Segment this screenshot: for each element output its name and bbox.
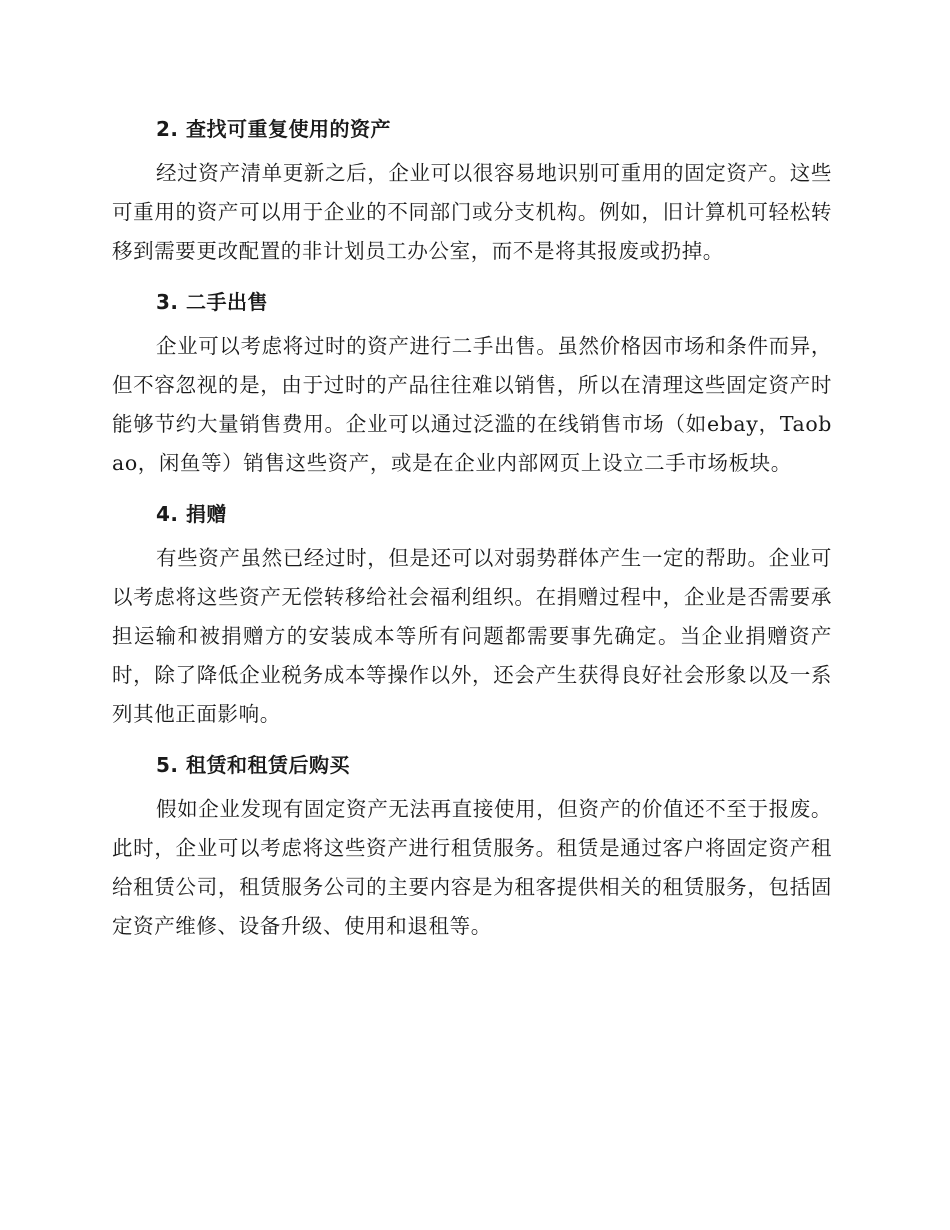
section-heading: 3. 二手出售: [156, 290, 268, 314]
section-paragraph: 经过资产清单更新之后，企业可以很容易地识别可重用的固定资产。这些可重用的资产可以用于企业的不同部门或分支机构。例如，旧计算机可轻松转移到需要更改配置的非计划员工办公室，而不是将其报废或扔掉。: [112, 161, 832, 263]
section-second-hand-sale: [112, 273, 832, 483]
section-paragraph: 有些资产虽然已经过时，但是还可以对弱势群体产生一定的帮助。企业可以考虑将这些资产无偿转移给社会福利组织。在捐赠过程中，企业是否需要承担运输和被捐赠方的安装成本等所有问题都需要事先确定。当企业捐赠资产时，除了降低企业税务成本等操作以外，还会产生获得良好社会形象以及一系列其他正面影响。: [112, 546, 832, 726]
section-heading: 2. 查找可重复使用的资产: [156, 117, 391, 141]
document-page: [112, 100, 832, 948]
section-leasing: [112, 736, 832, 946]
section-heading: 5. 租赁和租赁后购买: [156, 753, 350, 777]
section-donation: [112, 485, 832, 734]
section-paragraph: 假如企业发现有固定资产无法再直接使用，但资产的价值还不至于报废。此时，企业可以考虑将这些资产进行租赁服务。租赁是通过客户将固定资产租给租赁公司，租赁服务公司的主要内容是为租客提供相关的租赁服务，包括固定资产维修、设备升级、使用和退租等。: [112, 797, 832, 938]
section-heading: 4. 捐赠: [156, 502, 227, 526]
section-paragraph: 企业可以考虑将过时的资产进行二手出售。虽然价格因市场和条件而异，但不容忽视的是，由于过时的产品往往难以销售，所以在清理这些固定资产时能够节约大量销售费用。企业可以通过泛滥的在线销售市场（如ebay，Taobao，闲鱼等）销售这些资产，或是在企业内部网页上设立二手市场板块。: [112, 334, 832, 475]
section-reuse-assets: [112, 100, 832, 271]
